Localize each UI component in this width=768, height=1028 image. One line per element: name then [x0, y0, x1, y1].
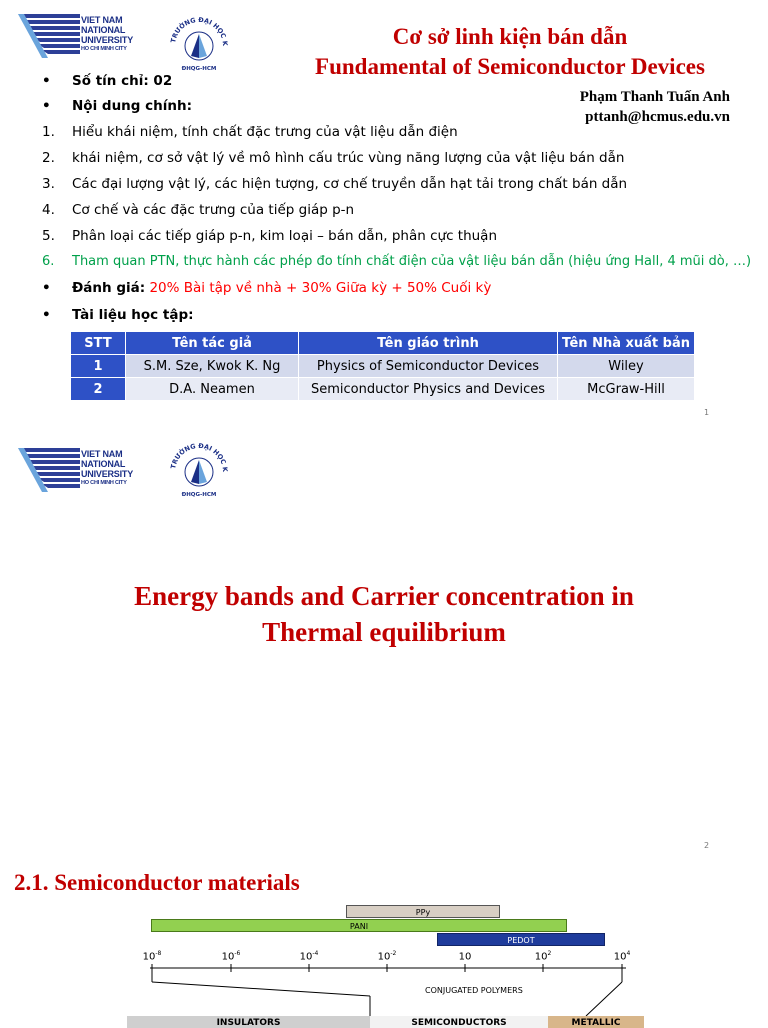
table-cell: Semiconductor Physics and Devices [299, 378, 558, 401]
tick-base: 10 [458, 951, 472, 963]
vnu-emblem-icon [18, 14, 80, 58]
content-item [42, 175, 627, 193]
table-header: Tên giáo trình [299, 332, 558, 355]
content-item [42, 123, 458, 141]
grading-text: 20% Bài tập về nhà + 30% Giữa kỳ + 50% Cuối kỳ [149, 280, 492, 296]
tick-base: 10 [221, 951, 235, 963]
author-email: pttanh@hcmus.edu.vn [585, 109, 730, 125]
vnu-logo [18, 14, 148, 58]
vnu-logo-line-1: VIET NAM [81, 449, 123, 459]
vnu-logo-line-1: VIET NAM [81, 15, 123, 25]
slide2-title-line-1: Energy bands and Carrier concentration in [134, 581, 634, 611]
content-item-text: Phân loại các tiếp giáp p-n, kim loại – bán dẫn, phân cực thuận [72, 228, 498, 244]
band-metallic: METALLIC [548, 1016, 644, 1028]
content-item-number: 3. [42, 176, 55, 192]
tick-base: 10 [534, 951, 548, 963]
slide2-title-line-2: Thermal equilibrium [262, 617, 506, 647]
content-item [42, 149, 624, 167]
content-item [42, 253, 751, 271]
vnu-logo-line-4: HO CHI MINH CITY [81, 480, 127, 486]
tick-exp: -6 [234, 950, 241, 957]
grading-line [42, 279, 491, 297]
tick-base: 10 [377, 951, 391, 963]
contents-label: Nội dung chính: [72, 98, 193, 114]
table-cell: D.A. Neamen [126, 378, 299, 401]
vnu-logo-line-3: UNIVERSITY [81, 35, 134, 45]
contents-label-line [42, 97, 192, 115]
table-header: Tên tác giả [126, 332, 299, 355]
tick-exp: 2 [547, 950, 552, 957]
vnu-logo-line-4: HO CHI MINH CITY [81, 46, 127, 52]
table-header: Tên Nhà xuất bản [558, 332, 695, 355]
hcmus-emblem-icon [165, 6, 233, 74]
materials-label: Tài liệu học tập: [72, 307, 194, 323]
table-cell: Wiley [558, 355, 695, 378]
course-title [290, 22, 730, 82]
axis-caption: CONJUGATED POLYMERS [425, 986, 523, 995]
tick-base: 10 [613, 951, 627, 963]
author-block [580, 87, 730, 127]
bar-pedot: PEDOT [437, 933, 605, 946]
vnu-logo-line-2: NATIONAL [81, 25, 126, 35]
vnu-logo [18, 448, 148, 492]
tick-exp: -2 [390, 950, 397, 957]
table-row [71, 355, 695, 378]
credits-line [42, 72, 172, 90]
grading-label: Đánh giá: [72, 280, 146, 296]
page-number: 2 [704, 841, 710, 850]
hcmus-logo [165, 432, 233, 500]
hcmus-logo-text: TRƯỜNG ĐẠI HỌC K [169, 441, 230, 473]
table-cell: Physics of Semiconductor Devices [299, 355, 558, 378]
tick-exp: -4 [312, 950, 319, 957]
hcmus-logo-sub: ĐHQG-HCM [181, 492, 217, 498]
bullet: • [42, 280, 51, 296]
tick-base: 10 [142, 951, 156, 963]
content-item-number: 4. [42, 202, 55, 218]
content-item [42, 227, 497, 245]
content-item-text: Hiểu khái niệm, tính chất đặc trưng của vật liệu dẫn điện [72, 124, 458, 140]
tick-exp: 4 [626, 950, 631, 957]
scale-axis [0, 960, 768, 1024]
content-item-text: khái niệm, cơ sở vật lý về mô hình cấu trúc vùng năng lượng của vật liệu bán dẫn [72, 150, 625, 166]
vnu-logo-line-3: UNIVERSITY [81, 469, 134, 479]
table-cell: McGraw-Hill [558, 378, 695, 401]
table-cell: 2 [71, 378, 126, 401]
table-header: STT [71, 332, 126, 355]
table-header-row [71, 332, 695, 355]
tick-base: 10 [299, 951, 313, 963]
slide2-title [0, 578, 768, 650]
content-item-number: 5. [42, 228, 55, 244]
hcmus-logo [165, 6, 233, 74]
hcmus-logo-sub: ĐHQG-HCM [181, 66, 217, 72]
course-title-en: Fundamental of Semiconductor Devices [315, 54, 705, 79]
vnu-emblem-icon [18, 448, 80, 492]
hcmus-logo-text: TRƯỜNG ĐẠI HỌC K [169, 15, 230, 47]
band-semiconductors: SEMICONDUCTORS [370, 1016, 548, 1028]
course-title-vi: Cơ sở linh kiện bán dẫn [392, 24, 628, 49]
bar-ppy: PPy [346, 905, 500, 918]
bullet: • [42, 307, 51, 323]
hcmus-emblem-icon [165, 432, 233, 500]
table-cell: S.M. Sze, Kwok K. Ng [126, 355, 299, 378]
bracket-right-diag [586, 982, 622, 1016]
bullet: • [42, 73, 51, 89]
table-row [71, 378, 695, 401]
materials-label-line [42, 306, 194, 324]
author-name: Phạm Thanh Tuấn Anh [579, 89, 730, 105]
reference-table [70, 331, 695, 401]
content-item-number: 1. [42, 124, 55, 140]
page-number: 1 [704, 408, 710, 417]
content-item-text: Các đại lượng vật lý, các hiện tượng, cơ chế truyền dẫn hạt tải trong chất bán dẫn [72, 176, 628, 192]
content-item-number: 6. [42, 254, 55, 269]
content-item [42, 201, 354, 219]
bar-pani: PANI [151, 919, 567, 932]
band-insulators: INSULATORS [127, 1016, 370, 1028]
bullet: • [42, 98, 51, 114]
content-item-number: 2. [42, 150, 55, 166]
credits-text: Số tín chỉ: 02 [72, 73, 173, 89]
vnu-logo-line-2: NATIONAL [81, 459, 126, 469]
slide3-title: 2.1. Semiconductor materials [14, 870, 300, 895]
tick-exp: -8 [155, 950, 162, 957]
content-item-text: Tham quan PTN, thực hành các phép đo tính chất điện của vật liệu bán dẫn (hiệu ứng Hall, 4 mũi dò, …) [72, 254, 752, 269]
content-item-text: Cơ chế và các đặc trưng của tiếp giáp p-n [72, 202, 355, 218]
bracket-left-diag [152, 982, 370, 996]
table-cell: 1 [71, 355, 126, 378]
